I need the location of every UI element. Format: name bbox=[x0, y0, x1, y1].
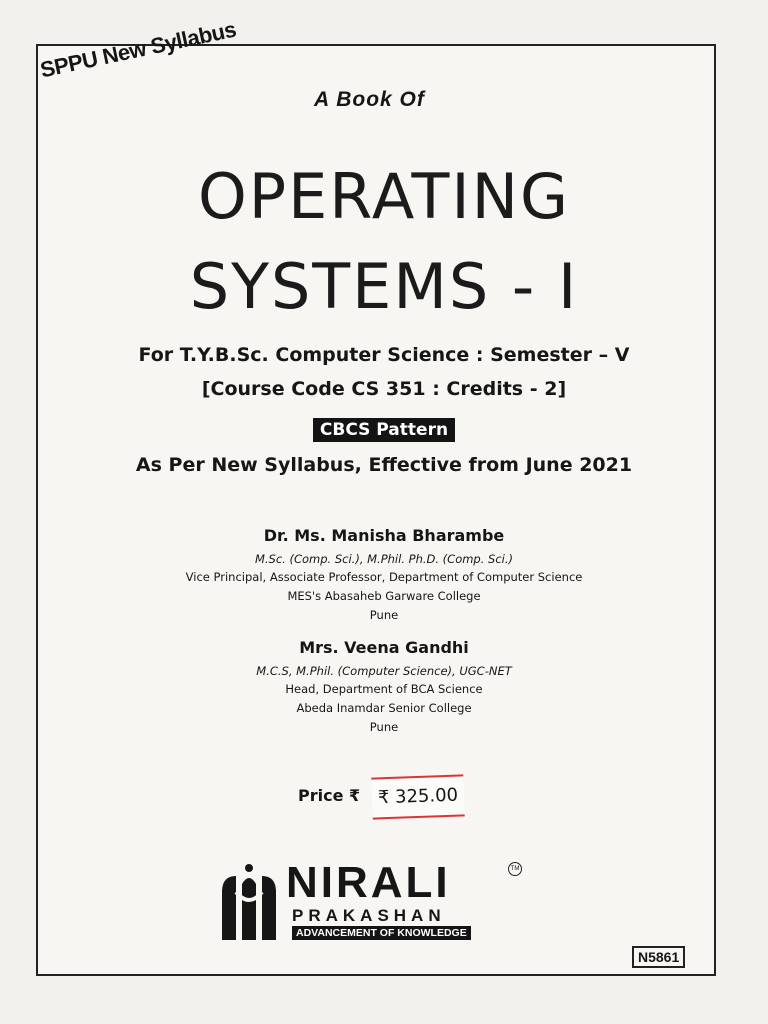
author-qualifications: M.Sc. (Comp. Sci.), M.Phil. Ph.D. (Comp. Sci.) bbox=[254, 552, 514, 566]
syllabus-note: As Per New Syllabus, Effective from June 2021 bbox=[135, 454, 633, 476]
author-college: Abeda Inamdar Senior College bbox=[296, 701, 472, 715]
book-title-line-1: OPERATING bbox=[197, 160, 571, 233]
price-label: Price ₹ bbox=[298, 786, 361, 805]
course-code: [Course Code CS 351 : Credits - 2] bbox=[201, 378, 567, 400]
author-city: Pune bbox=[369, 608, 399, 622]
publisher-name: NIRALI bbox=[286, 858, 451, 907]
price-sticker: ₹ 325.00 bbox=[371, 774, 464, 819]
publisher-logo bbox=[216, 858, 520, 944]
syllabus-stamp: SPPU New Syllabus bbox=[38, 16, 239, 83]
pattern-badge-row bbox=[0, 418, 768, 442]
publisher-tagline: ADVANCEMENT OF KNOWLEDGE bbox=[292, 926, 471, 940]
author-name: Dr. Ms. Manisha Bharambe bbox=[263, 526, 505, 545]
author-position: Head, Department of BCA Science bbox=[285, 682, 483, 696]
author-name: Mrs. Veena Gandhi bbox=[299, 638, 469, 657]
author-qualifications: M.C.S, M.Phil. (Computer Science), UGC-NET bbox=[256, 664, 512, 678]
pattern-badge: CBCS Pattern bbox=[313, 418, 455, 442]
publisher-subname: PRAKASHAN bbox=[292, 906, 446, 925]
publisher-emblem-icon bbox=[216, 862, 282, 942]
book-code: N5861 bbox=[632, 946, 685, 968]
author-position: Vice Principal, Associate Professor, Department of Computer Science bbox=[185, 570, 583, 584]
trademark-mark: TM bbox=[508, 862, 522, 876]
author-city: Pune bbox=[369, 720, 399, 734]
book-title-line-2: SYSTEMS - I bbox=[189, 250, 579, 323]
author-college: MES's Abasaheb Garware College bbox=[287, 589, 481, 603]
book-of-label: A Book Of bbox=[314, 88, 425, 111]
course-audience: For T.Y.B.Sc. Computer Science : Semester – V bbox=[138, 344, 630, 366]
